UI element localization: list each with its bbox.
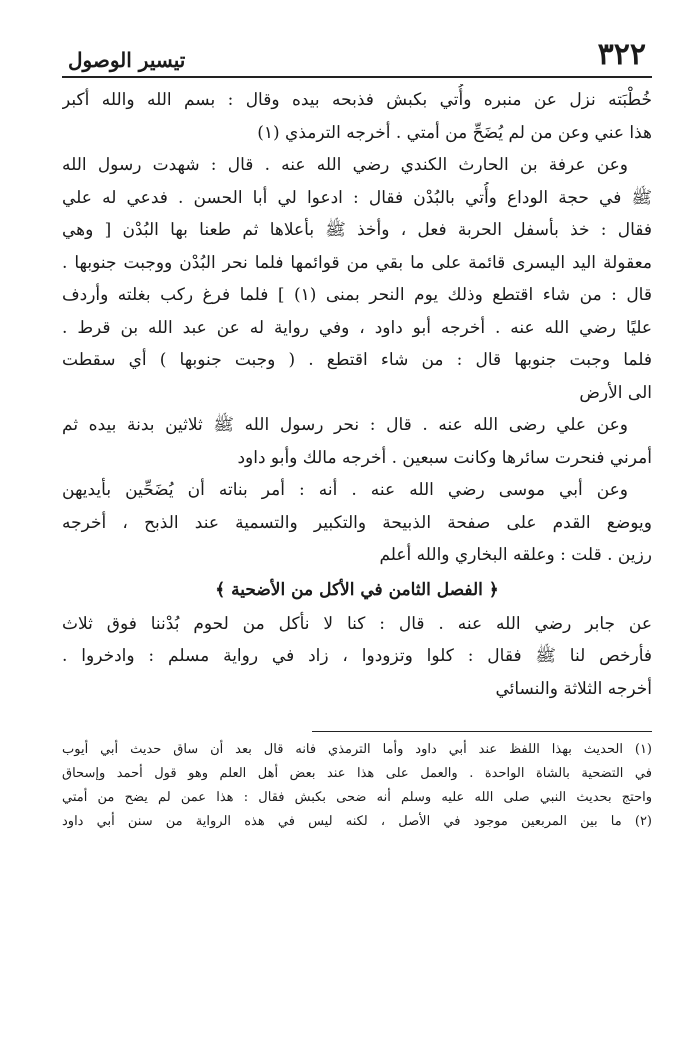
text-line: خُطْبَته نزل عن منبره وأُتي بكبش فذبحه بيده وقال : بسم الله والله أكبر [62,90,652,110]
text-line: عن جابر رضي الله عنه . قال : كنا لا نأكل من لحوم بُدْننا فوق ثلاث [62,613,652,634]
paragraph-group-1 [62,84,652,572]
text-line: هذا عني وعن من لم يُضَحِّ من أمتي . أخرجه الترمذي (١) [257,122,652,143]
text-line: وعن أبي موسى رضي الله عنه . أنه : أمر بناته أن يُضَحِّين بأيديهن [62,480,628,500]
text-line: ﷺ في حجة الوداع وأُتي بالبُدْن فقال : ادعوا لي أبا الحسن . فدعي له علي [62,187,652,208]
section-heading: ﴿ الفصل الثامن في الأكل من الأضحية ﴾ [215,579,499,600]
text-line: أمرني فنحرت سائرها وكانت سبعين . أخرجه مالك وأبو داود [237,447,652,468]
footnote-line: (٢) ما بين المربعين موجود في الأصل ، لكنه ليس في هذه الرواية من سنن أبي داود [62,814,652,829]
paragraph-group-2 [62,608,652,706]
text-line: وعن علي رضى الله عنه . قال : نحر رسول الله ﷺ ثلاثين بدنة بيده ثم [62,415,628,435]
text-line: وعن عرفة بن الحارث الكندي رضي الله عنه . قال : شهدت رسول الله [62,155,628,175]
footnote-line: واحتج بحديث النبي صلى الله عليه وسلم أنه ضحى بكبش فقال : هذا عمن لم يضح من أمتي [62,790,652,805]
text-line: ويوضع القدم على صفحة الذبيحة والتكبير والتسمية عند الذبح ، أخرجه [62,512,652,533]
text-line: فأرخص لنا ﷺ فقال : كلوا وتزودوا ، زاد في رواية مسلم : وادخروا . [62,646,652,666]
footnote-line: في التضحية بالشاة الواحدة . والعمل على هذا عند بعض أهل العلم وهو قول أحمد وإسحاق [62,766,652,781]
footnotes [62,738,652,834]
text-line: قال : من شاء اقتطع وذلك يوم النحر بمنى (١) ] فلما فرغ ركب بغلته وأردف [62,285,652,305]
footnote-line: (١) الحديث بهذا اللفظ عند أبي داود وأما الترمذي فانه قال بعد أن ساق حديث أبي أيوب [62,742,652,757]
running-title: تيسير الوصول [68,48,186,72]
page-number: ٣٢٢ [597,37,646,72]
text-line: معقولة اليد اليسرى قائمة على ما بقي من قوائمها فلما نحر البُدْن ووجبت جنوبها . [62,252,652,273]
text-line: أخرجه الثلاثة والنسائي [495,678,652,699]
book-page [62,28,652,1028]
main-text [62,84,652,705]
text-line: فقال : خذ بأسفل الحربة فعل ، وأخذ ﷺ بأعلاها ثم طعنا بها البُدْن [ وهي [62,220,652,240]
text-line: رزين . قلت : وعلقه البخاري والله أعلم [379,545,652,565]
page-header [62,28,652,78]
text-line: فلما وجبت جنوبها قال : من شاء اقتطع . ( وجبت جنوبها ) أي سقطت [62,350,652,370]
footnote-divider [312,731,652,732]
text-line: الى الأرض [579,382,652,403]
text-line: عليًا رضي الله عنه . أخرجه أبو داود ، وفي رواية له عن عبد الله بن قرط . [62,317,652,338]
